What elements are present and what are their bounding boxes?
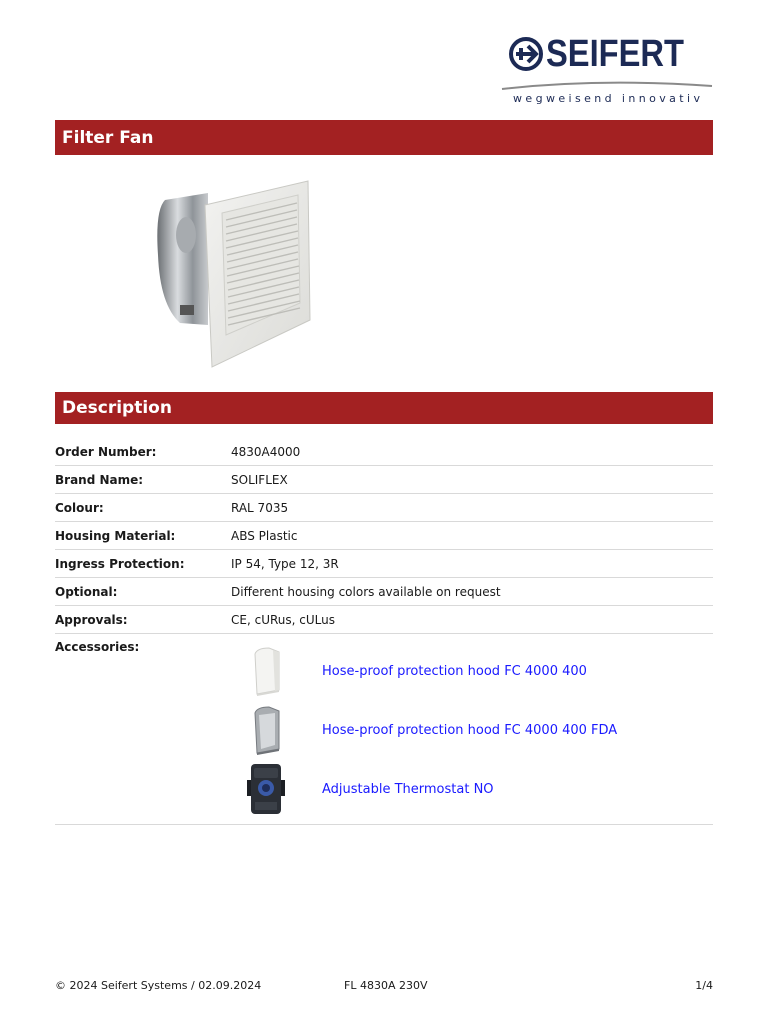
spec-label: Approvals: bbox=[55, 612, 128, 627]
section-title: Description bbox=[62, 398, 172, 418]
logo-wordmark: SEIFERT bbox=[546, 33, 685, 75]
section-header-filter-fan bbox=[55, 120, 713, 155]
spec-value: IP 54, Type 12, 3R bbox=[231, 556, 339, 571]
seifert-logo bbox=[500, 30, 715, 110]
accessory-link-hood-fc-4000-400[interactable]: Hose-proof protection hood FC 4000 400 bbox=[322, 663, 587, 679]
spec-value: CE, cURus, cULus bbox=[231, 612, 335, 627]
spec-row-ingress-protection bbox=[55, 550, 713, 578]
footer-page-number: 1/4 bbox=[695, 979, 713, 992]
spec-label: Colour: bbox=[55, 500, 104, 515]
footer-model: FL 4830A 230V bbox=[344, 979, 428, 992]
seifert-emblem-icon bbox=[508, 36, 544, 72]
accessory-item bbox=[241, 762, 494, 816]
spec-row-optional bbox=[55, 578, 713, 606]
spec-label: Order Number: bbox=[55, 444, 157, 459]
spec-row-accessories bbox=[55, 634, 713, 825]
accessory-link-thermostat-no[interactable]: Adjustable Thermostat NO bbox=[322, 781, 494, 797]
thermostat-icon bbox=[241, 762, 291, 816]
logo-tagline: wegweisend innovativ bbox=[513, 92, 704, 105]
accessory-item bbox=[241, 703, 617, 757]
spec-table bbox=[55, 438, 713, 825]
spec-value: 4830A4000 bbox=[231, 444, 301, 459]
spec-row-order-number bbox=[55, 438, 713, 466]
spec-label: Accessories: bbox=[55, 640, 140, 654]
spec-row-colour bbox=[55, 494, 713, 522]
steel-hood-icon bbox=[241, 703, 291, 757]
footer-copyright: © 2024 Seifert Systems / 02.09.2024 bbox=[55, 979, 262, 992]
section-title: Filter Fan bbox=[62, 127, 154, 148]
spec-label: Brand Name: bbox=[55, 472, 144, 487]
spec-label: Housing Material: bbox=[55, 528, 176, 543]
white-hood-icon bbox=[241, 644, 291, 698]
spec-value: RAL 7035 bbox=[231, 500, 289, 515]
spec-row-housing-material bbox=[55, 522, 713, 550]
spec-value: ABS Plastic bbox=[231, 528, 298, 543]
logo-swoosh bbox=[500, 78, 715, 92]
filter-fan-product-image bbox=[150, 175, 325, 375]
accessory-item bbox=[241, 644, 587, 698]
spec-value: Different housing colors available on request bbox=[231, 584, 501, 599]
accessory-link-hood-fc-4000-400-fda[interactable]: Hose-proof protection hood FC 4000 400 FDA bbox=[322, 722, 618, 738]
spec-row-approvals bbox=[55, 606, 713, 634]
spec-value: SOLIFLEX bbox=[231, 472, 288, 487]
section-header-description bbox=[55, 392, 713, 424]
spec-label: Ingress Protection: bbox=[55, 556, 185, 571]
spec-row-brand-name bbox=[55, 466, 713, 494]
spec-label: Optional: bbox=[55, 584, 118, 599]
